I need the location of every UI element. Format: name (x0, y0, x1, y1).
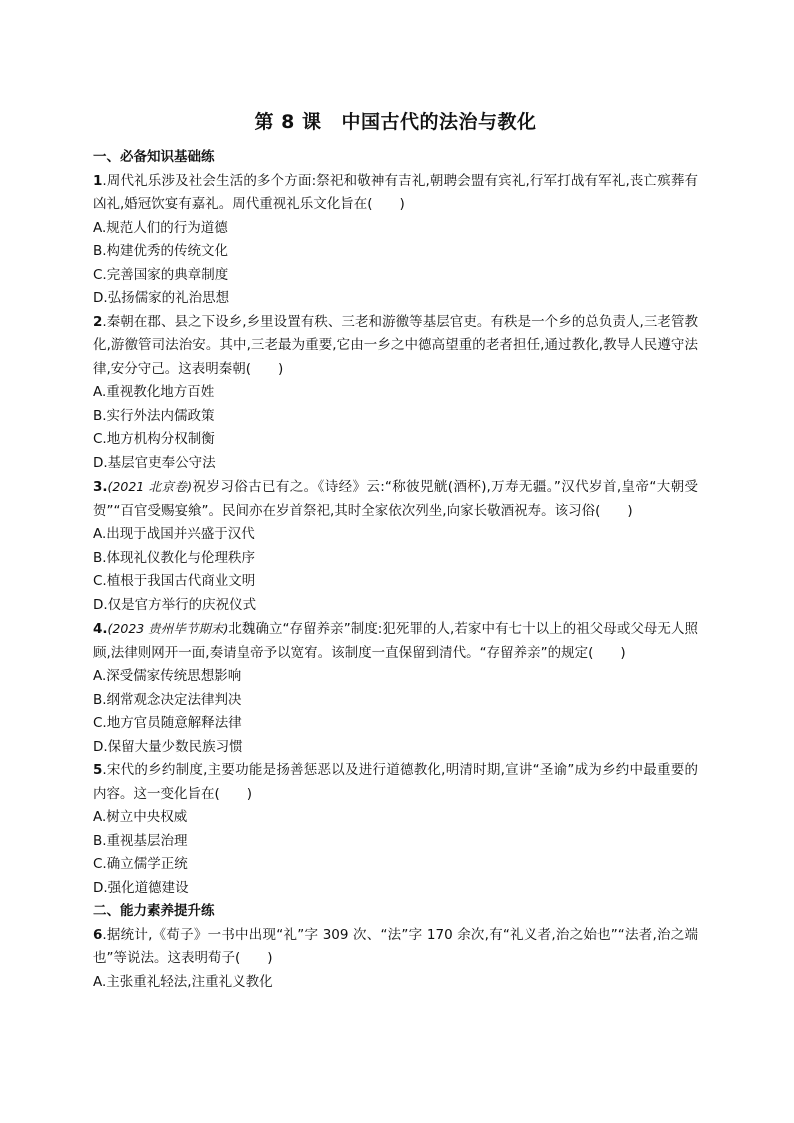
section-heading: 二、能力素养提升练 (93, 903, 215, 919)
question-3 (93, 475, 698, 617)
option-d: D.基层官吏奉公守法 (93, 454, 216, 471)
section-heading: 一、必备知识基础练 (93, 149, 215, 165)
question-source: (2023 贵州毕节期末) (107, 621, 229, 636)
question-text: .据统计,《荀子》一书中出现“礼”字 309 次、“法”字 170 余次,有“礼义者,治之始也”“法者,治之端也”等说法。这表明荀子( ) (93, 926, 698, 966)
question-text: 北魏确立“存留养亲”制度:犯死罪的人,若家中有七十以上的祖父母或父母无人照顾,法律则网开一面,奏请皇帝予以宽宥。该制度一直保留到清代。“存留养亲”的规定( ) (93, 621, 698, 661)
question-6 (93, 924, 698, 995)
question-stem (93, 170, 698, 217)
document-page (93, 108, 698, 994)
option-c: C.完善国家的典章制度 (93, 266, 229, 283)
option-d: D.弘扬儒家的礼治思想 (93, 290, 230, 306)
option-a: A.重视教化地方百姓 (93, 384, 215, 400)
question-number: 4 (93, 621, 103, 637)
option-a: A.规范人们的行为道德 (93, 219, 228, 236)
lesson-number: 第 8 课 (254, 111, 322, 133)
question-stem (93, 924, 698, 971)
option-c: C.地方机构分权制衡 (93, 431, 215, 447)
section-basic (93, 146, 698, 900)
question-stem: 3.(2021 北京卷)祝岁习俗古已有之。《诗经》云:“称彼兕觥(酒杯),万寿无疆。”汉代岁首,皇帝“大朝受贺”“百官受赐宴飨”。民间亦在岁首祭祀,其时全家依次列坐,向家长敬酒祝寿。该习俗( ) (93, 479, 698, 519)
question-4 (93, 617, 698, 759)
question-stem (93, 759, 698, 806)
option-b: B.实行外法内儒政策 (93, 407, 215, 424)
option-a: A.深受儒家传统思想影响 (93, 668, 242, 684)
question-text: .秦朝在郡、县之下设乡,乡里设置有秩、三老和游徼等基层官吏。有秩是一个乡的总负责人,三老管教化,游徼管司法治安。其中,三老最为重要,它由一乡之中德高望重的老者担任,通过教化,教导人民遵守法律,安分守己。这表明秦朝( ) (93, 313, 698, 377)
question-text: .周代礼乐涉及社会生活的多个方面:祭祀和敬神有吉礼,朝聘会盟有宾礼,行军打战有军礼,丧亡殡葬有凶礼,婚冠饮宴有嘉礼。周代重视礼乐文化旨在( ) (93, 172, 698, 212)
option-d: D.强化道德建设 (93, 879, 189, 896)
option-a: A.出现于战国并兴盛于汉代 (93, 526, 255, 542)
lesson-topic: 中国古代的法治与教化 (341, 111, 537, 133)
question-number: 2 (93, 313, 103, 330)
section-advanced (93, 900, 698, 994)
option-d: D.保留大量少数民族习惯 (93, 738, 243, 755)
question-number: 6 (93, 926, 103, 943)
option-b: B.纲常观念决定法律判决 (93, 691, 242, 708)
page-title (93, 108, 698, 136)
option-b: B.构建优秀的传统文化 (93, 243, 229, 259)
question-number: 3 (93, 479, 103, 495)
option-a: A.树立中央权威 (93, 809, 188, 825)
option-c: C.确立儒学正统 (93, 856, 188, 872)
question-text: 祝岁习俗古已有之。《诗经》云:“称彼兕觥(酒杯),万寿无疆。”汉代岁首,皇帝“大朝受贺”“百官受赐宴飨”。民间亦在岁首祭祀,其时全家依次列坐,向家长敬酒祝寿。该习俗( ) (93, 479, 698, 519)
question-stem (93, 311, 698, 382)
option-d: D.仅是官方举行的庆祝仪式 (93, 596, 257, 613)
question-source: (2021 北京卷) (107, 479, 193, 494)
question-text: .宋代的乡约制度,主要功能是扬善惩恶以及进行道德教化,明清时期,宣讲“圣谕”成为乡约中最重要的内容。这一变化旨在( ) (93, 762, 698, 802)
option-b: B.重视基层治理 (93, 832, 188, 849)
option-c: C.植根于我国古代商业文明 (93, 573, 256, 589)
option-a: A.主张重礼轻法,注重礼义教化 (93, 973, 273, 990)
option-b: B.体现礼仪教化与伦理秩序 (93, 549, 256, 566)
question-5 (93, 759, 698, 900)
question-1 (93, 170, 698, 311)
question-stem: 4.(2023 贵州毕节期末)北魏确立“存留养亲”制度:犯死罪的人,若家中有七十以上的祖父母或父母无人照顾,法律则网开一面,奏请皇帝予以宽宥。该制度一直保留到清代。“存留养亲”的规定( ) (93, 621, 698, 661)
option-c: C.地方官员随意解释法律 (93, 715, 242, 731)
question-number: 1 (93, 172, 103, 189)
question-2 (93, 311, 698, 476)
question-number: 5 (93, 762, 103, 778)
